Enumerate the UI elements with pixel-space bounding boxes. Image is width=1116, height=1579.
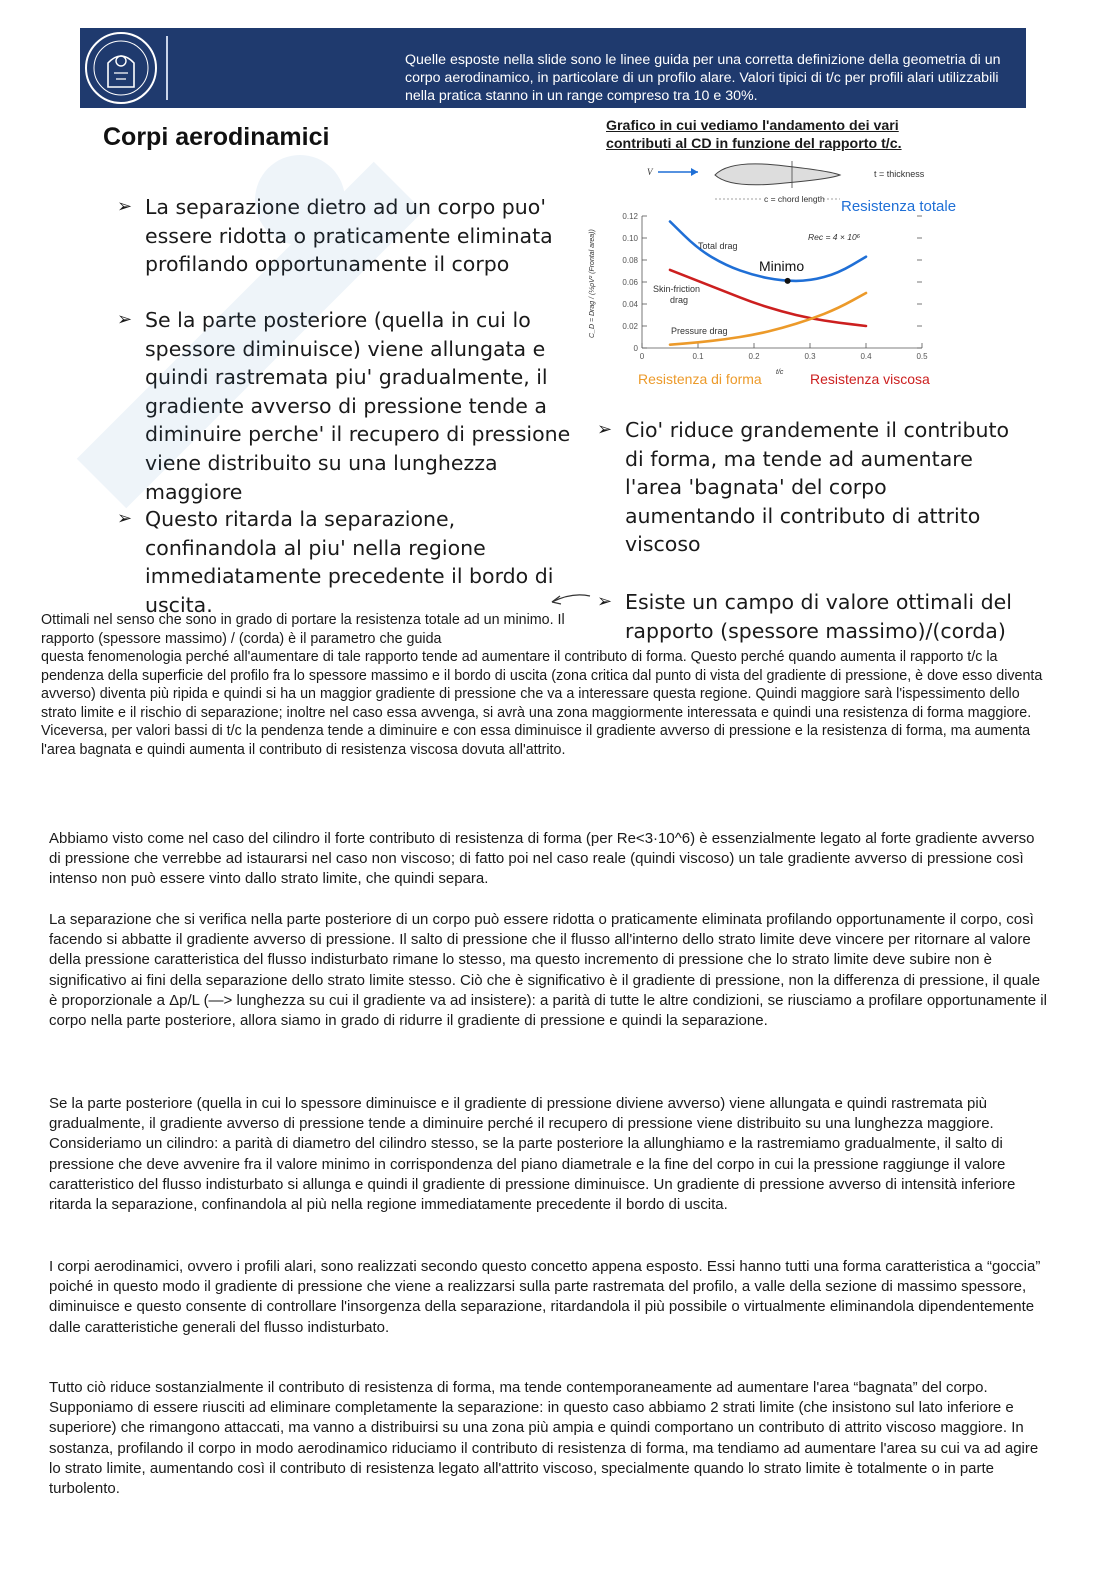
chart-title: Grafico in cui vediamo l'andamento dei vari contributi al CD in funzione del rapporto t/c. [606,118,902,152]
paragraph-corpi-aerodinamici: I corpi aerodinamici, ovvero i profili alari, sono realizzati secondo questo concetto appena esposto. Essi hanno tutti una forma caratteristica a “goccia” poiché in questo modo il gradiente di pressione che viene a realizzarsi sulla parte rastremata del profilo, a valle della sezione di massimo spessore, diminuisce e questo consente di controllare l'insorgenza della separazione, ritardandola il più possibile o virtualmente eliminandola dipendentemente dalle caratteristiche generali del flusso indisturbato. [49,1258,1041,1336]
pointer-arrow-icon [548,590,592,610]
bullet-text: Se la parte posteriore (quella in cui lo spessore diminuisce) viene allungata e quindi rastremata piu' gradualmente, il gradiente avverso di pressione tende a diminuire perche' il recupero di pressione viene distribuito su una lunghezza maggiore [145,308,571,504]
y-tick-label: 0.12 [622,212,638,221]
reynolds-label: Rec = 4 × 10⁶ [808,232,861,242]
label-resistenza-totale: Resistenza totale [841,198,957,215]
bullet-text: Cio' riduce grandemente il contributo di forma, ma tende ad aumentare l'area 'bagnata' del corpo aumentando il contributo di attrito viscoso [625,418,1010,557]
paragraph-parte-posteriore: Se la parte posteriore (quella in cui lo spessore diminuisce e il gradiente di pressione diviene avverso) viene allungata e quindi rastremata più gradualmente, il gradiente avverso di pressione tende a diminuire perché il recupero di pressione viene distribuito su una lunghezza maggiore. Consideriamo un cilindro: a parità di diametro del cilindro stesso, se la parte posteriore la allunghiamo e la rastremiamo gradualmente, il salto di pressione che deve avvenire fra il valore minimo in corrispondenza del piano diametrale e la fine del corpo in cui la pressione raggiunge il valore caratteristico del flusso indisturbato si allunga e quindi il gradiente di pressione diminuisce. Un gradiente di pressione avverso di intensità inferiore ritarda la separazione, confinandola al più nella regione immediatamente precedente il bordo di uscita. [49,1095,1016,1214]
bullet-text: La separazione dietro ad un corpo puo' essere ridotta o praticamente eliminata profilando opportunamente il corpo [145,195,553,277]
slide-title: Corpi aerodinamici [103,123,330,151]
y-axis-label: C_D = Drag / (½ρV² (Frontal area)) [589,229,596,338]
y-tick-label: 0.08 [622,256,638,265]
y-tick-label: 0 [633,344,638,353]
x-tick-label: 0.1 [692,352,704,361]
label-skin-friction-2: drag [670,295,689,305]
paragraph-separazione: La separazione che si verifica nella parte posteriore di un corpo può essere ridotta o praticamente eliminata profilando opportunamente il corpo, così facendo si abbatte il gradiente avverso di pressione. Il salto di pressione che il flusso all'interno dello strato limite deve vincere per ritornare al valore della pressione caratteristica del flusso indisturbato rimane lo stesso, ma questo incremento di pressione che lo strato limite deve subire non è significativo ai fini della separazione dello strato limite stesso. Ciò che è significativo è il gradiente di pressione, non la differenza di pressione, il quale è proporzionale a Δp/L (—> lunghezza su cui il gradiente va ad insistere): a parità di tutte le altre condizioni, se riusciamo a profilare opportunamente il corpo nella parte posteriore, allora siamo in grado di ridurre il gradiente di pressione e quindi la separazione. [49,911,1047,1030]
x-tick-label: 0.3 [804,352,816,361]
label-pressure-drag: Pressure drag [671,326,728,336]
velocity-label: V [647,167,653,177]
y-tick-label: 0.10 [622,234,638,243]
bullet-arrow-icon: ➢ [117,508,133,529]
drag-vs-thickness-chart [580,158,980,394]
note-ottimali: Ottimali nel senso che sono in grado di portare la resistenza totale ad un minimo. Il rapporto (spessore massimo) / (corda) è il parametro che guida [41,612,565,647]
x-tick-label: 0.4 [860,352,872,361]
bullet-arrow-icon: ➢ [117,196,133,217]
label-minimo: Minimo [759,258,805,274]
series-pressure-drag [670,293,866,345]
bullet-ritarda-separazione [117,505,565,619]
paragraph-riduzione: Tutto ciò riduce sostanzialmente il contributo di resistenza di forma, ma tende contemporaneamente ad aumentare l'area “bagnata” del corpo. Supponiamo di essere riusciti ad eliminare completamente la separazione: in questo caso abbiamo 2 strati limite (che insistono sul lato inferiore e superiore) che rimangono attaccati, ma vanno a distribuirsi su una zona più ampia e quindi comportano un contributo di attrito viscoso maggiore. In sostanza, profilando il corpo in modo aerodinamico riduciamo il contributo di resistenza di forma, ma tendiamo ad aumentare l'area su cui va ad agire lo strato limite, aumentando così il contributo di resistenza legato all'attrito viscoso, specialmente quando lo strato limite è totalmente o in parte turbolento. [49,1379,1039,1498]
bullet-text: Questo ritarda la separazione, confinandola al piu' nella regione immediatamente precedente il bordo di uscita. [145,507,554,617]
label-resistenza-forma: Resistenza di forma [638,371,762,387]
note-fenomenologia: questa fenomenologia perché all'aumentare di tale rapporto tende ad aumentare il contributo di forma. Questo perché quando aumenta il rapporto t/c la pendenza della superficie del profilo fra lo spessore massimo e il bordo di uscita (zona critica dal punto di vista del gradiente di pressione, è dove esso diventa avverso) diventa più ripida e quindi si ha un maggior gradiente di pressione che va a interessare questa regione. Quindi maggiore sarà l'ispessimento dello strato limite e il rischio di separazione; inoltre nel caso essa avvenga, si avrà una zona maggiormente interessata e quindi una resistenza di forma maggiore. Viceversa, per valori bassi di t/c la pendenza tende a diminuire e con essa diminuisce il gradiente avverso di pressione e la resistenza di forma, ma aumenta l'area bagnata e quindi aumenta il contributo di resistenza viscosa dovuta all'attrito. [41,649,1043,758]
chord-label: c = chord length [764,194,825,204]
bullet-arrow-icon: ➢ [597,591,613,612]
paragraph-cilindro: Abbiamo visto come nel caso del cilindro il forte contributo di resistenza di forma (per Re<3·10^6) è essenzialmente legato al forte gradiente avverso di pressione che verrebbe ad istaurarsi nel caso non viscoso; di fatto poi nel caso reale (quindi viscoso) un tale gradiente avverso di pressione così intenso non può essere vinto dallo strato limite, che quindi separa. [49,830,1035,888]
university-seal-logo [84,31,158,105]
x-tick-label: 0.5 [916,352,928,361]
header-divider [166,36,168,100]
x-tick-label: 0 [639,352,645,361]
y-tick-label: 0.02 [622,322,638,331]
label-total-drag: Total drag [698,241,738,251]
x-tick-label: 0.2 [748,352,760,361]
x-axis-label: t/c [776,369,784,376]
bullet-riduce-contributo [597,416,1015,559]
bullet-parte-posteriore [117,306,590,506]
bullet-arrow-icon: ➢ [117,309,133,330]
flow-arrow-head-icon [691,168,698,176]
bullet-text: Esiste un campo di valore ottimali del rapporto (spessore massimo)/(corda) [625,590,1012,643]
label-skin-friction-1: Skin-friction [653,284,701,294]
header-note: Quelle esposte nella slide sono le linee guida per una corretta definizione della geometria di un corpo aerodinamico, in particolare di un profilo alare. Valori tipici di t/c per profili alari utilizzabili nella pratica stanno in un range compreso tra 10 e 30%. [405,52,1001,104]
label-resistenza-viscosa: Resistenza viscosa [810,371,930,387]
y-tick-label: 0.04 [622,300,638,309]
thickness-label: t = thickness [874,169,925,179]
airfoil-shape [715,164,840,185]
bullet-arrow-icon: ➢ [597,419,613,440]
y-tick-label: 0.06 [622,278,638,287]
minimum-point [785,278,791,284]
bullet-valori-ottimali [597,588,1015,645]
bullet-separazione [117,193,565,279]
